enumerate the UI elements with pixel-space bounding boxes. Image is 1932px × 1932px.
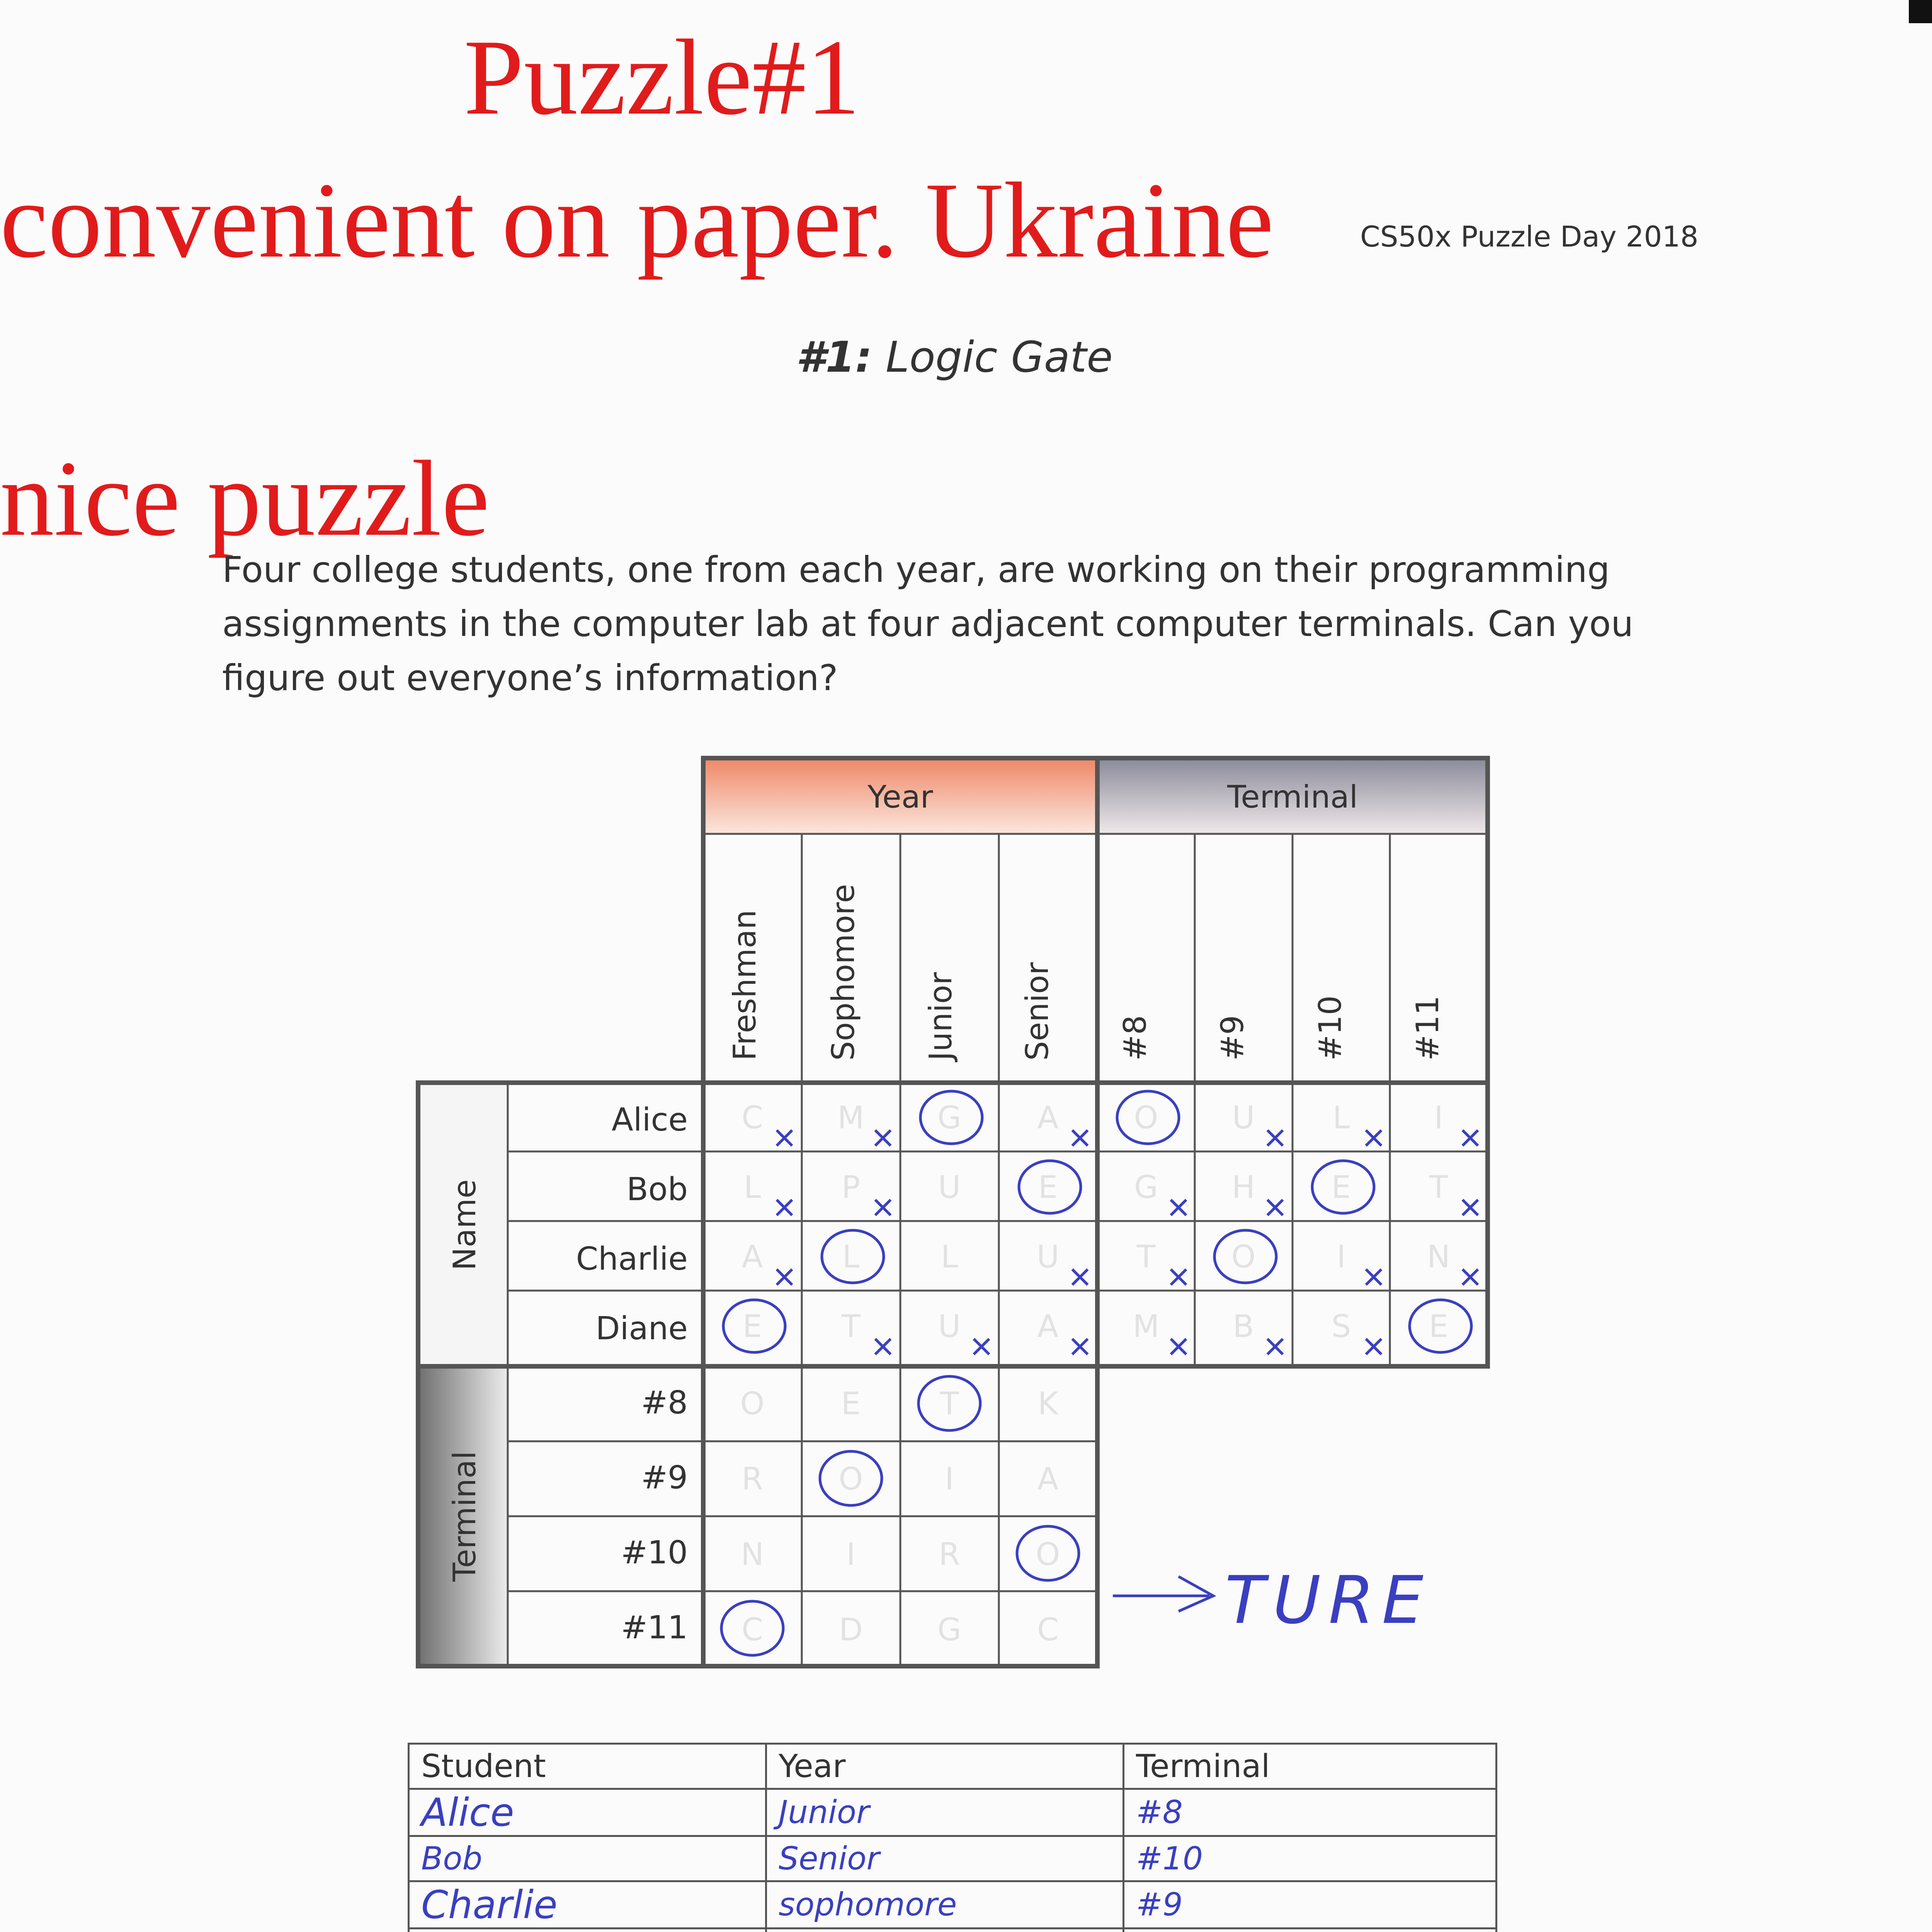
intro-line: Four college students, one from each year, are working on their programming xyxy=(222,549,1610,590)
col-label: #11 xyxy=(1410,995,1446,1061)
table-cell: Charlie xyxy=(409,1881,766,1929)
watermark-letter: I xyxy=(846,1536,855,1572)
col-label: Sophomore xyxy=(825,884,861,1061)
watermark-letter: P xyxy=(841,1169,861,1205)
watermark-letter: L xyxy=(1332,1100,1350,1136)
watermark-letter: O xyxy=(1231,1239,1256,1275)
watermark-letter: U xyxy=(1036,1239,1060,1275)
table-cell: Bob xyxy=(409,1836,766,1881)
intro-line: assignments in the computer lab at four adjacent computer terminals. Can you xyxy=(222,603,1634,645)
watermark-letter: E xyxy=(742,1308,762,1344)
watermark-letter: A xyxy=(1037,1461,1059,1497)
watermark-letter: E xyxy=(1429,1308,1449,1344)
watermark-letter: E xyxy=(1038,1169,1058,1205)
watermark-letter: G xyxy=(1134,1169,1158,1205)
watermark-letter: A xyxy=(1037,1308,1059,1344)
watermark-letter: C xyxy=(742,1612,763,1648)
watermark-letter: T xyxy=(940,1386,959,1422)
watermark-letter: B xyxy=(1233,1308,1254,1344)
watermark-letter: U xyxy=(938,1308,961,1344)
row-label: Bob xyxy=(626,1171,688,1208)
table-cell: Senior xyxy=(766,1836,1124,1881)
watermark-letter: R xyxy=(939,1536,960,1572)
overlay-line-2: convenient on paper. Ukraine xyxy=(0,160,1274,280)
watermark-letter: D xyxy=(839,1612,863,1648)
table-cell: Alice xyxy=(409,1789,766,1836)
watermark-letter: G xyxy=(937,1612,961,1648)
row-label: #9 xyxy=(641,1459,688,1496)
row-label: Alice xyxy=(611,1102,688,1138)
watermark-letter: I xyxy=(1337,1239,1346,1275)
watermark-letter: E xyxy=(841,1386,861,1422)
row-label: #11 xyxy=(621,1609,688,1646)
puzzle-name: Logic Gate xyxy=(886,332,1113,382)
table-cell: sophomore xyxy=(766,1881,1124,1929)
watermark-letter: M xyxy=(1133,1308,1160,1344)
watermark-letter: O xyxy=(740,1386,765,1422)
event-label: CS50x Puzzle Day 2018 xyxy=(1360,220,1699,253)
watermark-letter: C xyxy=(1037,1612,1059,1648)
watermark-letter: I xyxy=(1434,1100,1443,1136)
watermark-letter: T xyxy=(841,1308,861,1344)
table-cell: #10 xyxy=(1124,1836,1497,1881)
col-label: Junior xyxy=(923,972,959,1061)
col-label: Freshman xyxy=(727,910,763,1061)
table-header: Student xyxy=(409,1744,766,1789)
row-label: Diane xyxy=(595,1310,688,1347)
watermark-letter: L xyxy=(940,1239,958,1275)
terminal-side-header: Terminal xyxy=(447,1451,483,1582)
watermark-letter: U xyxy=(1232,1100,1255,1136)
watermark-letter: G xyxy=(937,1100,961,1136)
table-cell: Junior xyxy=(766,1789,1124,1836)
watermark-letter: O xyxy=(1036,1536,1060,1572)
watermark-letter: E xyxy=(1331,1169,1351,1205)
watermark-letter: N xyxy=(1427,1239,1450,1275)
watermark-letter: I xyxy=(945,1461,954,1497)
watermark-letter: R xyxy=(742,1461,763,1497)
table-header: Year xyxy=(766,1744,1124,1789)
table-header: Terminal xyxy=(1124,1744,1497,1789)
overlay-title: Puzzle#1 xyxy=(464,17,861,137)
watermark-letter: O xyxy=(1134,1100,1158,1136)
watermark-letter: M xyxy=(837,1100,864,1136)
table-cell: #8 xyxy=(1124,1789,1497,1836)
watermark-letter: A xyxy=(1037,1100,1059,1136)
col-label: #10 xyxy=(1312,995,1348,1061)
row-label: #10 xyxy=(621,1534,688,1571)
puzzle-number: #1: xyxy=(796,332,872,382)
watermark-letter: T xyxy=(1429,1169,1448,1205)
watermark-letter: U xyxy=(938,1169,961,1205)
table-cell: #9 xyxy=(1124,1881,1497,1929)
overlay-line-3: nice puzzle xyxy=(0,438,490,558)
col-label: #9 xyxy=(1214,1015,1250,1061)
year-header: Year xyxy=(867,779,933,815)
row-label: #8 xyxy=(641,1384,688,1421)
grid-side-note: TURE xyxy=(1225,1562,1431,1639)
watermark-letter: L xyxy=(842,1239,860,1275)
watermark-letter: K xyxy=(1037,1386,1058,1422)
col-label: #8 xyxy=(1117,1015,1153,1061)
watermark-letter: O xyxy=(838,1461,863,1497)
terminal-header: Terminal xyxy=(1227,779,1358,815)
watermark-letter: S xyxy=(1331,1308,1351,1344)
watermark-letter: A xyxy=(742,1239,763,1275)
watermark-letter: T xyxy=(1136,1239,1156,1275)
watermark-letter: C xyxy=(742,1100,763,1136)
row-label: Charlie xyxy=(576,1241,688,1277)
watermark-letter: H xyxy=(1231,1169,1255,1205)
watermark-letter: N xyxy=(741,1536,764,1572)
watermark-letter: L xyxy=(743,1169,761,1205)
intro-line: figure out everyone’s information? xyxy=(222,657,838,699)
col-label: Senior xyxy=(1019,962,1055,1061)
name-side-header: Name xyxy=(447,1179,483,1271)
